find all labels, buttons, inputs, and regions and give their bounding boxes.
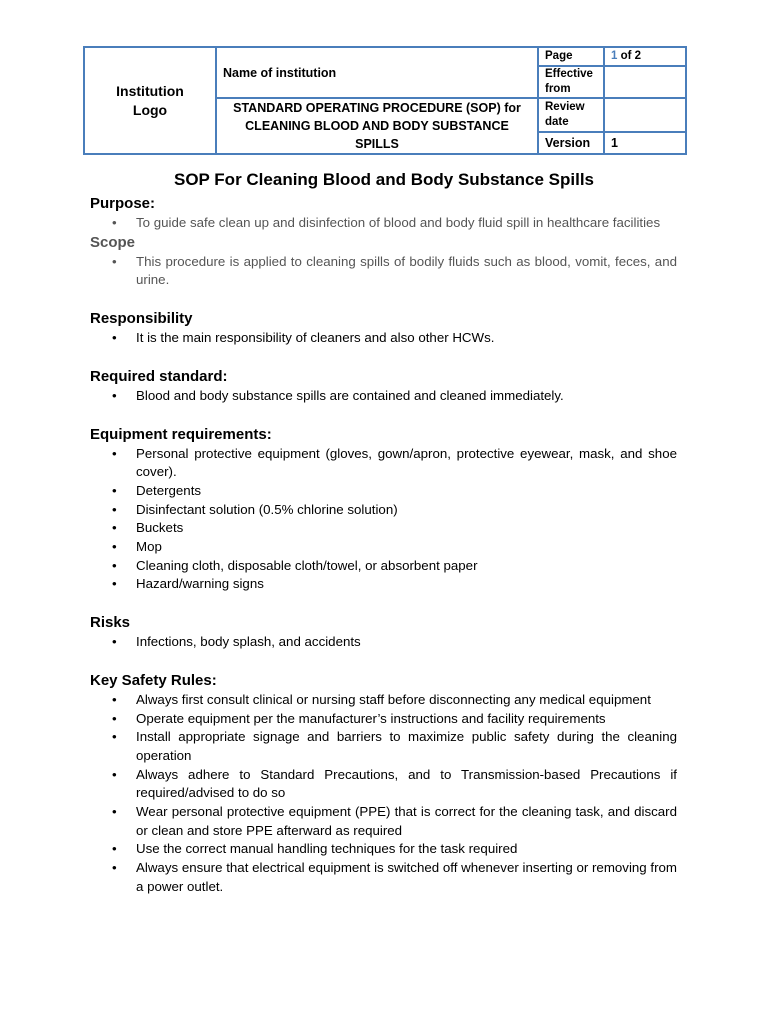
list-item: • To guide safe clean up and disinfection of blood and body fluid spill in healthcare facilities: [90, 214, 677, 233]
required-standard-heading: Required standard:: [90, 367, 228, 385]
list-item: • Use the correct manual handling techniques for the task required: [90, 840, 677, 859]
institution-logo-placeholder: Institution Logo: [84, 47, 216, 154]
document-title: SOP For Cleaning Blood and Body Substance Spills: [173, 170, 595, 189]
list-item: • Detergents: [90, 482, 677, 501]
equipment-list: [90, 445, 677, 595]
list-item: • This procedure is applied to cleaning spills of bodily fluids such as blood, vomit, feces, and urine.: [90, 253, 677, 290]
responsibility-heading: Responsibility: [90, 310, 193, 328]
required-standard-list: [90, 387, 677, 406]
header-table: [83, 46, 687, 155]
page-label: Page: [538, 47, 604, 66]
list-item: • Disinfectant solution (0.5% chlorine solution): [90, 501, 677, 520]
purpose-heading: Purpose:: [90, 195, 156, 212]
list-item: • Cleaning cloth, disposable cloth/towel, or absorbent paper: [90, 557, 677, 576]
list-item: • Hazard/warning signs: [90, 575, 677, 594]
list-item: • It is the main responsibility of cleaners and also other HCWs.: [90, 329, 677, 348]
list-item: • Install appropriate signage and barriers to maximize public safety during the cleaning operation: [90, 728, 677, 765]
effective-label: Effective from: [538, 66, 604, 98]
list-item: • Always adhere to Standard Precautions, and to Transmission-based Precautions if required/advised to do so: [90, 766, 677, 803]
document-body: [90, 194, 677, 897]
page-current: 1: [611, 50, 618, 62]
list-item: • Always first consult clinical or nursing staff before disconnecting any medical equipment: [90, 691, 677, 710]
version-value: 1: [604, 132, 686, 154]
risks-list: [90, 633, 677, 652]
page-number: [604, 47, 686, 66]
list-item: • Personal protective equipment (gloves, gown/apron, protective eyewear, mask, and shoe cover).: [90, 445, 677, 482]
safety-rules-list: [90, 691, 677, 897]
safety-rules-heading: Key Safety Rules:: [90, 671, 217, 689]
version-label: Version: [538, 132, 604, 154]
purpose-list: [90, 214, 677, 233]
page-total: of 2: [617, 50, 642, 62]
risks-heading: Risks: [90, 614, 131, 632]
review-label: Review date: [538, 98, 604, 132]
list-item: • Blood and body substance spills are contained and cleaned immediately.: [90, 387, 677, 406]
institution-name: Name of institution: [216, 47, 538, 98]
scope-heading: Scope: [90, 233, 136, 251]
effective-value: [604, 66, 686, 98]
review-value: [604, 98, 686, 132]
equipment-heading: Equipment requirements:: [90, 425, 272, 443]
list-item: • Buckets: [90, 519, 677, 538]
responsibility-list: [90, 329, 677, 348]
list-item: • Always ensure that electrical equipment is switched off whenever inserting or removing from a power outlet.: [90, 859, 677, 896]
list-item: • Infections, body splash, and accidents: [90, 633, 677, 652]
list-item: • Mop: [90, 538, 677, 557]
scope-list: [90, 253, 677, 290]
list-item: • Wear personal protective equipment (PPE) that is correct for the cleaning task, and discard or clean and store PPE afterward as required: [90, 803, 677, 840]
sop-title: STANDARD OPERATING PROCEDURE (SOP) for CLEANING BLOOD AND BODY SUBSTANCE SPILLS: [216, 98, 538, 154]
list-item: • Operate equipment per the manufacturer’s instructions and facility requirements: [90, 710, 677, 729]
